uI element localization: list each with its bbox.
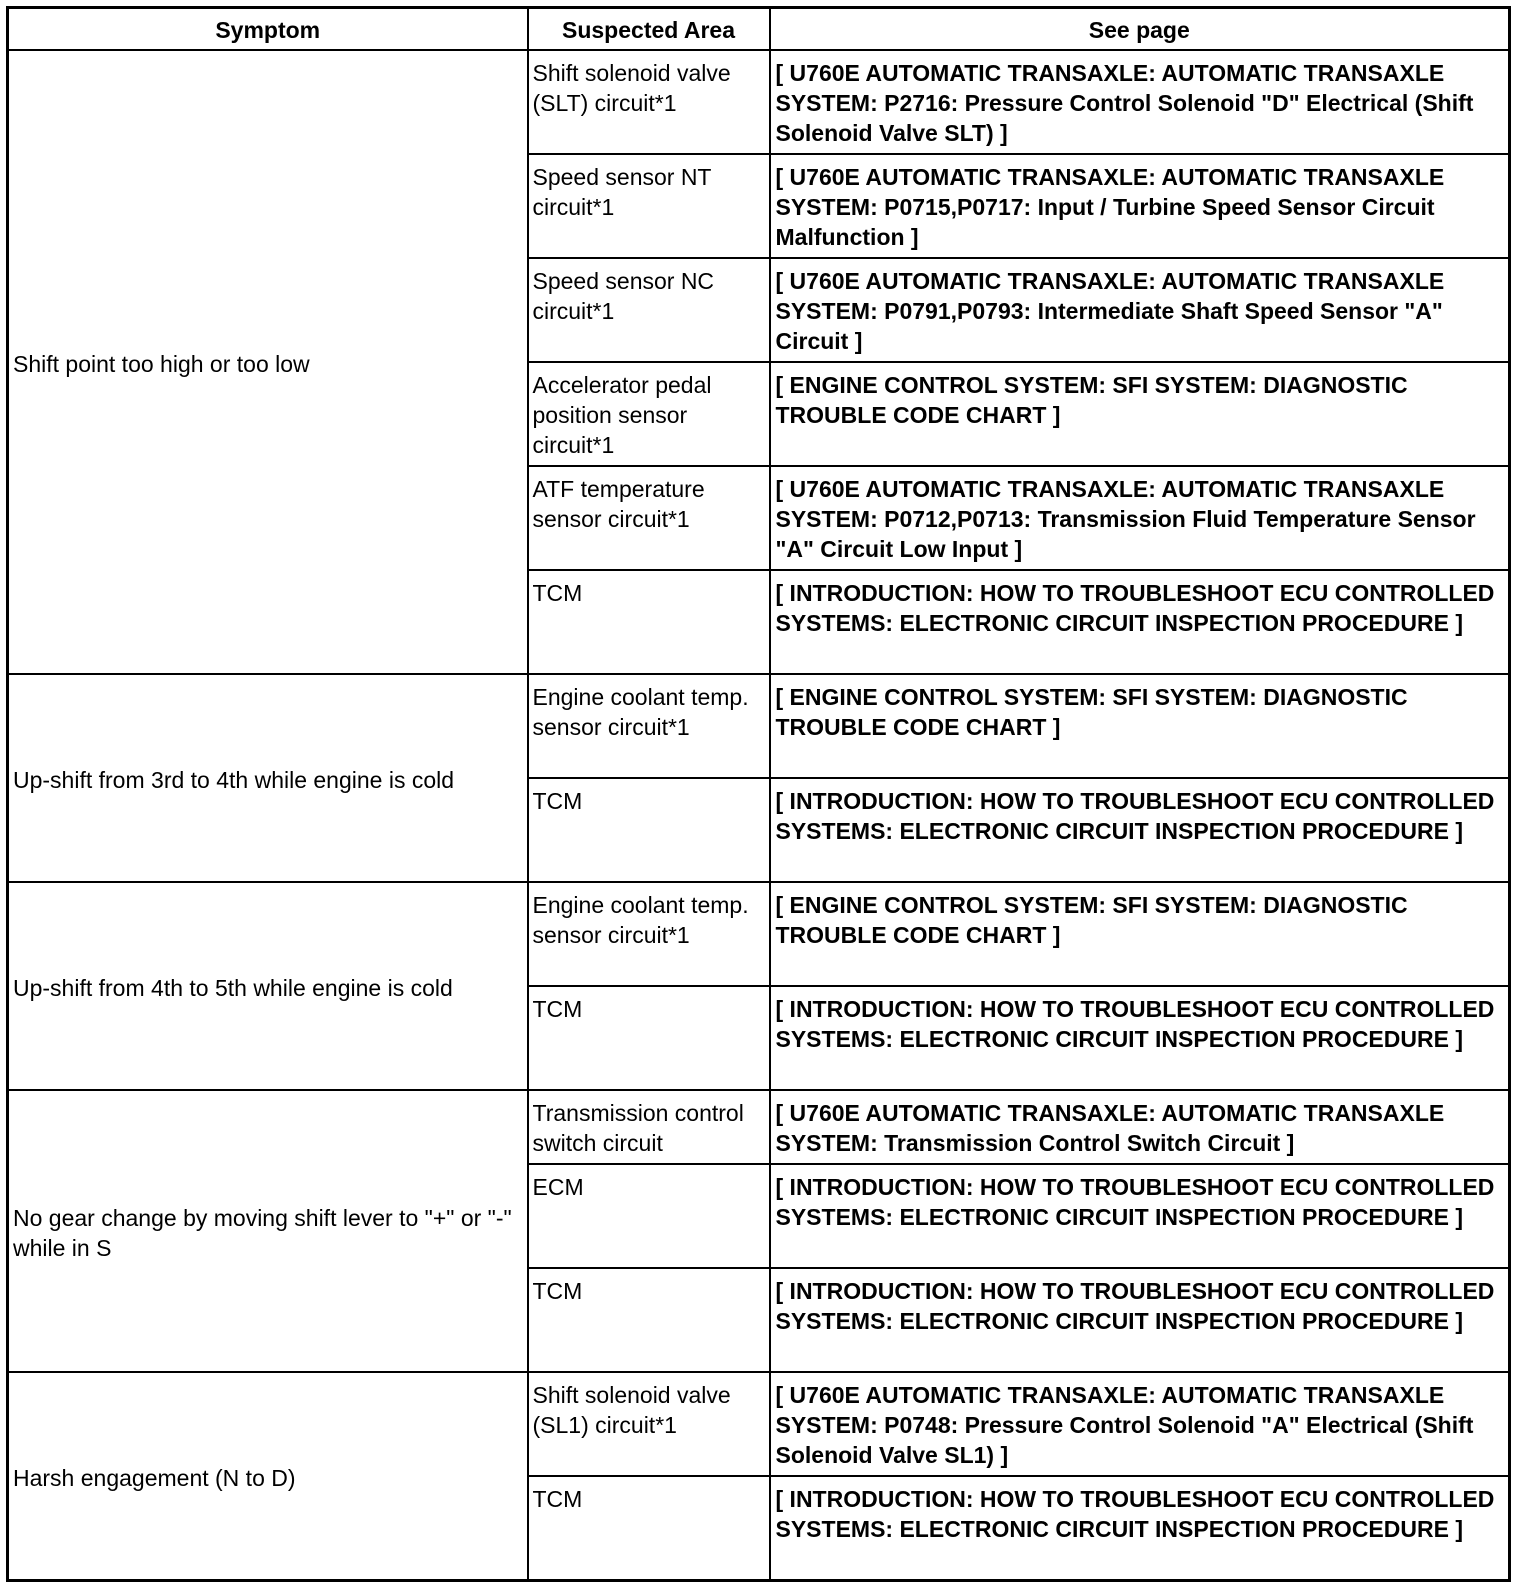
see-page-link[interactable]: [ U760E AUTOMATIC TRANSAXLE: AUTOMATIC TRANSAXLE SYSTEM: P0748: Pressure Control Solenoid "A" Electrical (Shift Solenoid Valve SL1) ]: [770, 1372, 1510, 1476]
see-page-link[interactable]: [ ENGINE CONTROL SYSTEM: SFI SYSTEM: DIAGNOSTIC TROUBLE CODE CHART ]: [770, 362, 1510, 466]
see-page-link[interactable]: [ INTRODUCTION: HOW TO TROUBLESHOOT ECU CONTROLLED SYSTEMS: ELECTRONIC CIRCUIT INSPECTION PROCEDURE ]: [770, 570, 1510, 674]
symptom-cell: Up-shift from 4th to 5th while engine is cold: [8, 882, 528, 1090]
suspected-area-cell: TCM: [528, 570, 770, 674]
header-see-page: See page: [770, 8, 1510, 51]
suspected-area-cell: Accelerator pedal position sensor circuit*1: [528, 362, 770, 466]
header-symptom: Symptom: [8, 8, 528, 51]
suspected-area-cell: ATF temperature sensor circuit*1: [528, 466, 770, 570]
see-page-link[interactable]: [ INTRODUCTION: HOW TO TROUBLESHOOT ECU CONTROLLED SYSTEMS: ELECTRONIC CIRCUIT INSPECTION PROCEDURE ]: [770, 1268, 1510, 1372]
suspected-area-cell: Speed sensor NT circuit*1: [528, 154, 770, 258]
see-page-link[interactable]: [ ENGINE CONTROL SYSTEM: SFI SYSTEM: DIAGNOSTIC TROUBLE CODE CHART ]: [770, 674, 1510, 778]
header-row: [8, 8, 1510, 51]
header-suspected-area: Suspected Area: [528, 8, 770, 51]
symptom-cell: Shift point too high or too low: [8, 50, 528, 674]
symptom-cell: No gear change by moving shift lever to "+" or "-" while in S: [8, 1090, 528, 1372]
suspected-area-cell: ECM: [528, 1164, 770, 1268]
table-row: [8, 882, 1510, 986]
see-page-link[interactable]: [ U760E AUTOMATIC TRANSAXLE: AUTOMATIC TRANSAXLE SYSTEM: P2716: Pressure Control Solenoid "D" Electrical (Shift Solenoid Valve SLT) ]: [770, 50, 1510, 154]
diagnostic-table: [6, 6, 1511, 1582]
table-row: [8, 674, 1510, 778]
suspected-area-cell: Speed sensor NC circuit*1: [528, 258, 770, 362]
see-page-link[interactable]: [ INTRODUCTION: HOW TO TROUBLESHOOT ECU CONTROLLED SYSTEMS: ELECTRONIC CIRCUIT INSPECTION PROCEDURE ]: [770, 778, 1510, 882]
table-row: [8, 1090, 1510, 1164]
suspected-area-cell: Shift solenoid valve (SL1) circuit*1: [528, 1372, 770, 1476]
see-page-link[interactable]: [ INTRODUCTION: HOW TO TROUBLESHOOT ECU CONTROLLED SYSTEMS: ELECTRONIC CIRCUIT INSPECTION PROCEDURE ]: [770, 986, 1510, 1090]
see-page-link[interactable]: [ ENGINE CONTROL SYSTEM: SFI SYSTEM: DIAGNOSTIC TROUBLE CODE CHART ]: [770, 882, 1510, 986]
symptom-cell: Up-shift from 3rd to 4th while engine is cold: [8, 674, 528, 882]
suspected-area-cell: Shift solenoid valve (SLT) circuit*1: [528, 50, 770, 154]
see-page-link[interactable]: [ U760E AUTOMATIC TRANSAXLE: AUTOMATIC TRANSAXLE SYSTEM: P0715,P0717: Input / Turbine Speed Sensor Circuit Malfunction ]: [770, 154, 1510, 258]
suspected-area-cell: TCM: [528, 778, 770, 882]
see-page-link[interactable]: [ U760E AUTOMATIC TRANSAXLE: AUTOMATIC TRANSAXLE SYSTEM: Transmission Control Switch Circuit ]: [770, 1090, 1510, 1164]
suspected-area-cell: TCM: [528, 986, 770, 1090]
symptom-cell: Harsh engagement (N to D): [8, 1372, 528, 1581]
see-page-link[interactable]: [ U760E AUTOMATIC TRANSAXLE: AUTOMATIC TRANSAXLE SYSTEM: P0791,P0793: Intermediate Shaft Speed Sensor "A" Circuit ]: [770, 258, 1510, 362]
suspected-area-cell: Engine coolant temp. sensor circuit*1: [528, 882, 770, 986]
see-page-link[interactable]: [ U760E AUTOMATIC TRANSAXLE: AUTOMATIC TRANSAXLE SYSTEM: P0712,P0713: Transmission Fluid Temperature Sensor "A" Circuit Low Input ]: [770, 466, 1510, 570]
see-page-link[interactable]: [ INTRODUCTION: HOW TO TROUBLESHOOT ECU CONTROLLED SYSTEMS: ELECTRONIC CIRCUIT INSPECTION PROCEDURE ]: [770, 1476, 1510, 1581]
suspected-area-cell: Transmission control switch circuit: [528, 1090, 770, 1164]
suspected-area-cell: TCM: [528, 1268, 770, 1372]
see-page-link[interactable]: [ INTRODUCTION: HOW TO TROUBLESHOOT ECU CONTROLLED SYSTEMS: ELECTRONIC CIRCUIT INSPECTION PROCEDURE ]: [770, 1164, 1510, 1268]
suspected-area-cell: TCM: [528, 1476, 770, 1581]
suspected-area-cell: Engine coolant temp. sensor circuit*1: [528, 674, 770, 778]
table-row: [8, 1372, 1510, 1476]
table-row: [8, 50, 1510, 154]
